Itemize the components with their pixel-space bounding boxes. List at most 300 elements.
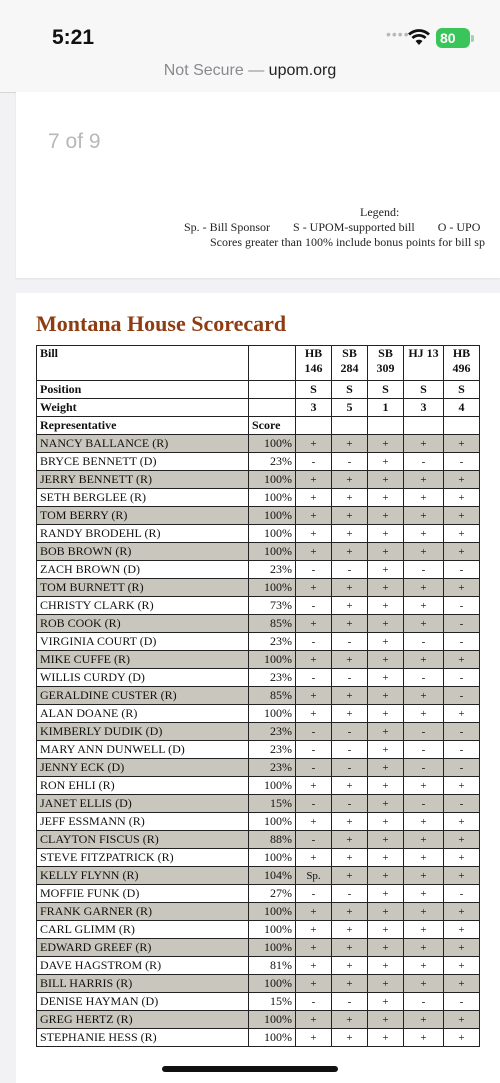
vote-cell: + <box>404 471 444 489</box>
representative-score: 15% <box>249 993 296 1011</box>
representative-name: ALAN DOANE (R) <box>37 705 249 723</box>
weight-spacer <box>249 399 296 417</box>
vote-cell: - <box>444 669 480 687</box>
address-bar[interactable] <box>0 52 500 93</box>
table-row <box>37 903 480 921</box>
vote-cell: + <box>368 921 404 939</box>
vote-cell: + <box>332 435 368 453</box>
battery-level: 80 <box>440 30 456 46</box>
pdf-page-legend <box>16 92 500 278</box>
representative-name: ROB COOK (R) <box>37 615 249 633</box>
vote-cell: - <box>296 741 332 759</box>
vote-cell: - <box>332 669 368 687</box>
vote-cell: + <box>404 525 444 543</box>
page-counter: 7 of 9 <box>48 130 101 153</box>
representative-name: JERRY BENNETT (R) <box>37 471 249 489</box>
vote-cell: + <box>368 543 404 561</box>
vote-cell: + <box>368 759 404 777</box>
vote-cell: + <box>444 975 480 993</box>
table-row <box>37 939 480 957</box>
bill-header-spacer <box>249 346 296 381</box>
table-row <box>37 885 480 903</box>
vote-cell: + <box>404 921 444 939</box>
bill-name-line1: SB <box>378 346 393 360</box>
vote-cell: - <box>332 633 368 651</box>
vote-cell: + <box>444 777 480 795</box>
representative-score: 100% <box>249 903 296 921</box>
vote-cell: + <box>332 579 368 597</box>
pdf-page-scorecard <box>16 293 500 1083</box>
table-row <box>37 831 480 849</box>
representative-score: 100% <box>249 921 296 939</box>
bill-weight: 4 <box>444 399 480 417</box>
vote-cell: - <box>444 885 480 903</box>
vote-cell: + <box>444 1029 480 1047</box>
vote-cell: - <box>444 453 480 471</box>
representative-name: JENNY ECK (D) <box>37 759 249 777</box>
vote-cell: + <box>332 867 368 885</box>
vote-cell: - <box>404 453 444 471</box>
representative-name: DAVE HAGSTROM (R) <box>37 957 249 975</box>
representative-name: SETH BERGLEE (R) <box>37 489 249 507</box>
vote-cell: + <box>404 615 444 633</box>
representative-name: EDWARD GREEF (R) <box>37 939 249 957</box>
cellular-signal-icon: •••• <box>386 26 410 42</box>
vote-cell: - <box>296 885 332 903</box>
vote-cell: + <box>332 849 368 867</box>
vote-cell: + <box>444 543 480 561</box>
vote-cell: + <box>368 975 404 993</box>
label-spacer <box>332 417 368 435</box>
vote-cell: + <box>332 705 368 723</box>
vote-cell: + <box>332 1029 368 1047</box>
vote-cell: - <box>404 633 444 651</box>
vote-cell: - <box>444 597 480 615</box>
representative-name: MOFFIE FUNK (D) <box>37 885 249 903</box>
home-indicator <box>162 1066 338 1072</box>
vote-cell: + <box>444 471 480 489</box>
vote-cell: + <box>332 957 368 975</box>
vote-cell: - <box>404 993 444 1011</box>
position-row <box>37 381 480 399</box>
vote-cell: + <box>404 867 444 885</box>
vote-cell: + <box>332 507 368 525</box>
table-row <box>37 489 480 507</box>
vote-cell: + <box>368 633 404 651</box>
representative-name: BRYCE BENNETT (D) <box>37 453 249 471</box>
representative-score: 73% <box>249 597 296 615</box>
bill-name-line1: SB <box>342 346 357 360</box>
weight-row <box>37 399 480 417</box>
vote-cell: + <box>296 777 332 795</box>
vote-cell: + <box>404 651 444 669</box>
vote-cell: + <box>404 543 444 561</box>
bill-weight: 3 <box>404 399 444 417</box>
legend-title: Legend: <box>360 205 400 219</box>
vote-cell: + <box>296 957 332 975</box>
vote-cell: + <box>296 435 332 453</box>
representative-name: RON EHLI (R) <box>37 777 249 795</box>
vote-cell: + <box>296 507 332 525</box>
vote-cell: - <box>444 795 480 813</box>
bill-name-line2: 284 <box>340 361 359 375</box>
vote-cell: + <box>368 1029 404 1047</box>
vote-cell: + <box>296 543 332 561</box>
representative-score: 104% <box>249 867 296 885</box>
vote-cell: + <box>404 777 444 795</box>
vote-cell: + <box>296 651 332 669</box>
table-row <box>37 687 480 705</box>
vote-cell: - <box>332 885 368 903</box>
bill-position: S <box>332 381 368 399</box>
vote-cell: + <box>404 939 444 957</box>
vote-cell: + <box>332 543 368 561</box>
vote-cell: + <box>404 813 444 831</box>
vote-cell: + <box>444 579 480 597</box>
vote-cell: + <box>368 705 404 723</box>
vote-cell: + <box>332 831 368 849</box>
vote-cell: + <box>368 993 404 1011</box>
vote-cell: + <box>404 957 444 975</box>
table-row <box>37 795 480 813</box>
vote-cell: - <box>404 669 444 687</box>
vote-cell: + <box>444 813 480 831</box>
legend-bonus-note: Scores greater than 100% include bonus points for bill sp <box>210 235 485 249</box>
label-spacer <box>296 417 332 435</box>
representative-score: 23% <box>249 759 296 777</box>
bill-position: S <box>404 381 444 399</box>
legend-bill-sponsor: Sp. - Bill Sponsor <box>184 220 271 234</box>
vote-cell: + <box>332 525 368 543</box>
representative-name: GERALDINE CUSTER (R) <box>37 687 249 705</box>
representative-name: GREG HERTZ (R) <box>37 1011 249 1029</box>
vote-cell: + <box>332 939 368 957</box>
representative-score: 100% <box>249 579 296 597</box>
vote-cell: + <box>404 975 444 993</box>
vote-cell: + <box>404 1029 444 1047</box>
vote-cell: + <box>368 795 404 813</box>
vote-cell: - <box>444 741 480 759</box>
table-row <box>37 723 480 741</box>
representative-score: 100% <box>249 489 296 507</box>
vote-cell: - <box>444 687 480 705</box>
representative-score: 81% <box>249 957 296 975</box>
vote-cell: + <box>296 975 332 993</box>
bill-position: S <box>444 381 480 399</box>
vote-cell: + <box>404 579 444 597</box>
representative-label: Representative <box>37 417 249 435</box>
representative-name: KELLY FLYNN (R) <box>37 867 249 885</box>
representative-score: 23% <box>249 741 296 759</box>
table-row <box>37 633 480 651</box>
wifi-icon <box>408 28 430 46</box>
representative-score: 100% <box>249 939 296 957</box>
bill-name-line1: HB <box>304 346 323 360</box>
representative-name: FRANK GARNER (R) <box>37 903 249 921</box>
vote-cell: + <box>368 453 404 471</box>
vote-cell: + <box>368 849 404 867</box>
representative-name: NANCY BALLANCE (R) <box>37 435 249 453</box>
table-row <box>37 993 480 1011</box>
vote-cell: + <box>332 975 368 993</box>
vote-cell: + <box>404 885 444 903</box>
representative-score: 100% <box>249 543 296 561</box>
vote-cell: + <box>368 723 404 741</box>
vote-cell: + <box>368 885 404 903</box>
table-row <box>37 921 480 939</box>
vote-cell: + <box>368 831 404 849</box>
representative-score: 100% <box>249 975 296 993</box>
table-row <box>37 435 480 453</box>
vote-cell: + <box>444 507 480 525</box>
representative-score: 100% <box>249 525 296 543</box>
vote-cell: + <box>368 1011 404 1029</box>
representative-name: CLAYTON FISCUS (R) <box>37 831 249 849</box>
vote-cell: - <box>444 561 480 579</box>
vote-cell: + <box>368 867 404 885</box>
vote-cell: - <box>444 993 480 1011</box>
vote-cell: + <box>404 687 444 705</box>
vote-cell: + <box>296 921 332 939</box>
bill-header-row <box>37 346 480 381</box>
vote-cell: - <box>444 615 480 633</box>
representative-score: 23% <box>249 723 296 741</box>
vote-cell: + <box>404 705 444 723</box>
representative-score: 15% <box>249 795 296 813</box>
representative-name: WILLIS CURDY (D) <box>37 669 249 687</box>
vote-cell: Sp. <box>296 867 332 885</box>
vote-cell: - <box>404 795 444 813</box>
vote-cell: + <box>444 867 480 885</box>
representative-score: 23% <box>249 561 296 579</box>
vote-cell: + <box>368 957 404 975</box>
vote-cell: + <box>332 777 368 795</box>
vote-cell: + <box>444 831 480 849</box>
representative-name: RANDY BRODEHL (R) <box>37 525 249 543</box>
table-row <box>37 651 480 669</box>
table-row <box>37 777 480 795</box>
vote-cell: + <box>332 1011 368 1029</box>
representative-score: 88% <box>249 831 296 849</box>
vote-cell: - <box>332 453 368 471</box>
legend-entries <box>184 220 500 235</box>
vote-cell: + <box>332 597 368 615</box>
vote-cell: + <box>332 615 368 633</box>
vote-cell: + <box>332 921 368 939</box>
representative-score: 100% <box>249 1029 296 1047</box>
representative-name: CHRISTY CLARK (R) <box>37 597 249 615</box>
scorecard-title: Montana House Scorecard <box>36 311 287 336</box>
vote-cell: + <box>332 471 368 489</box>
vote-cell: + <box>368 561 404 579</box>
bill-position: S <box>296 381 332 399</box>
legend-supported: S - UPOM-supported bill <box>293 220 415 234</box>
representative-score: 100% <box>249 1011 296 1029</box>
vote-cell: - <box>332 723 368 741</box>
vote-cell: - <box>296 597 332 615</box>
vote-cell: + <box>332 651 368 669</box>
representative-name: STEVE FITZPATRICK (R) <box>37 849 249 867</box>
representative-name: JEFF ESSMANN (R) <box>37 813 249 831</box>
vote-cell: + <box>368 507 404 525</box>
vote-cell: + <box>404 435 444 453</box>
vote-cell: + <box>444 939 480 957</box>
representative-score: 27% <box>249 885 296 903</box>
vote-cell: + <box>296 705 332 723</box>
table-row <box>37 759 480 777</box>
vote-cell: + <box>368 939 404 957</box>
representative-score: 100% <box>249 813 296 831</box>
vote-cell: - <box>296 453 332 471</box>
bill-name <box>368 346 404 381</box>
vote-cell: + <box>444 849 480 867</box>
table-row <box>37 705 480 723</box>
representative-score: 100% <box>249 777 296 795</box>
position-spacer <box>249 381 296 399</box>
vote-cell: - <box>296 561 332 579</box>
vote-cell: + <box>368 903 404 921</box>
vote-cell: - <box>296 633 332 651</box>
table-row <box>37 975 480 993</box>
bill-name <box>296 346 332 381</box>
bill-weight: 3 <box>296 399 332 417</box>
vote-cell: + <box>296 903 332 921</box>
table-row <box>37 615 480 633</box>
security-label: Not Secure — <box>163 62 269 79</box>
bill-header: Bill <box>37 346 249 381</box>
representative-name: KIMBERLY DUDIK (D) <box>37 723 249 741</box>
table-row <box>37 579 480 597</box>
vote-cell: - <box>444 723 480 741</box>
bill-weight: 5 <box>332 399 368 417</box>
scorecard-table <box>36 345 480 1047</box>
vote-cell: + <box>444 903 480 921</box>
vote-cell: + <box>296 939 332 957</box>
vote-cell: - <box>404 723 444 741</box>
vote-cell: + <box>368 813 404 831</box>
vote-cell: + <box>444 921 480 939</box>
vote-cell: - <box>296 759 332 777</box>
label-spacer <box>404 417 444 435</box>
vote-cell: + <box>404 903 444 921</box>
bill-weight: 1 <box>368 399 404 417</box>
status-bar <box>0 0 500 52</box>
vote-cell: + <box>368 525 404 543</box>
table-row <box>37 471 480 489</box>
table-row <box>37 669 480 687</box>
representative-score: 100% <box>249 705 296 723</box>
bill-position: S <box>368 381 404 399</box>
vote-cell: + <box>296 489 332 507</box>
vote-cell: + <box>404 831 444 849</box>
vote-cell: + <box>368 687 404 705</box>
url-domain: upom.org <box>268 62 337 79</box>
vote-cell: + <box>368 777 404 795</box>
representative-name: STEPHANIE HESS (R) <box>37 1029 249 1047</box>
vote-cell: - <box>404 561 444 579</box>
battery-tip <box>471 35 474 42</box>
bill-name <box>332 346 368 381</box>
battery-icon <box>436 28 470 48</box>
table-row <box>37 1029 480 1047</box>
table-row <box>37 813 480 831</box>
table-row <box>37 453 480 471</box>
representative-score: 23% <box>249 633 296 651</box>
vote-cell: + <box>368 615 404 633</box>
vote-cell: + <box>296 1029 332 1047</box>
vote-cell: + <box>368 435 404 453</box>
representative-name: TOM BERRY (R) <box>37 507 249 525</box>
vote-cell: + <box>444 525 480 543</box>
vote-cell: + <box>296 687 332 705</box>
column-label-row <box>37 417 480 435</box>
vote-cell: + <box>444 1011 480 1029</box>
bill-name-line2: 309 <box>376 361 395 375</box>
weight-label: Weight <box>37 399 249 417</box>
bill-name-line1: HB <box>452 346 471 360</box>
table-row <box>37 1011 480 1029</box>
vote-cell: + <box>444 435 480 453</box>
representative-score: 100% <box>249 651 296 669</box>
vote-cell: + <box>444 651 480 669</box>
legend-opposed: O - UPO <box>437 220 481 234</box>
vote-cell: - <box>332 759 368 777</box>
representative-score: 100% <box>249 471 296 489</box>
vote-cell: + <box>368 651 404 669</box>
bill-name-line2: 146 <box>304 361 323 375</box>
representative-name: BOB BROWN (R) <box>37 543 249 561</box>
representative-name: JANET ELLIS (D) <box>37 795 249 813</box>
bill-name-line1: HJ 13 <box>408 346 439 360</box>
vote-cell: - <box>296 831 332 849</box>
vote-cell: - <box>296 723 332 741</box>
representative-name: ZACH BROWN (D) <box>37 561 249 579</box>
vote-cell: - <box>404 741 444 759</box>
vote-cell: + <box>404 849 444 867</box>
vote-cell: + <box>368 741 404 759</box>
representative-score: 100% <box>249 849 296 867</box>
table-row <box>37 561 480 579</box>
representative-name: DENISE HAYMAN (D) <box>37 993 249 1011</box>
representative-name: BILL HARRIS (R) <box>37 975 249 993</box>
vote-cell: + <box>404 1011 444 1029</box>
vote-cell: - <box>444 633 480 651</box>
vote-cell: - <box>332 993 368 1011</box>
vote-cell: - <box>332 795 368 813</box>
representative-score: 100% <box>249 507 296 525</box>
bill-name-line2: 496 <box>452 361 471 375</box>
vote-cell: + <box>332 903 368 921</box>
vote-cell: - <box>332 561 368 579</box>
vote-cell: + <box>368 471 404 489</box>
bill-name <box>444 346 480 381</box>
representative-name: CARL GLIMM (R) <box>37 921 249 939</box>
vote-cell: - <box>332 741 368 759</box>
vote-cell: + <box>296 525 332 543</box>
representative-score: 23% <box>249 669 296 687</box>
vote-cell: + <box>332 489 368 507</box>
table-row <box>37 741 480 759</box>
vote-cell: + <box>368 669 404 687</box>
score-label: Score <box>249 417 296 435</box>
url-text[interactable] <box>0 62 500 80</box>
table-row <box>37 507 480 525</box>
table-row <box>37 543 480 561</box>
representative-name: TOM BURNETT (R) <box>37 579 249 597</box>
bill-name <box>404 346 444 381</box>
vote-cell: + <box>296 813 332 831</box>
vote-cell: - <box>404 759 444 777</box>
